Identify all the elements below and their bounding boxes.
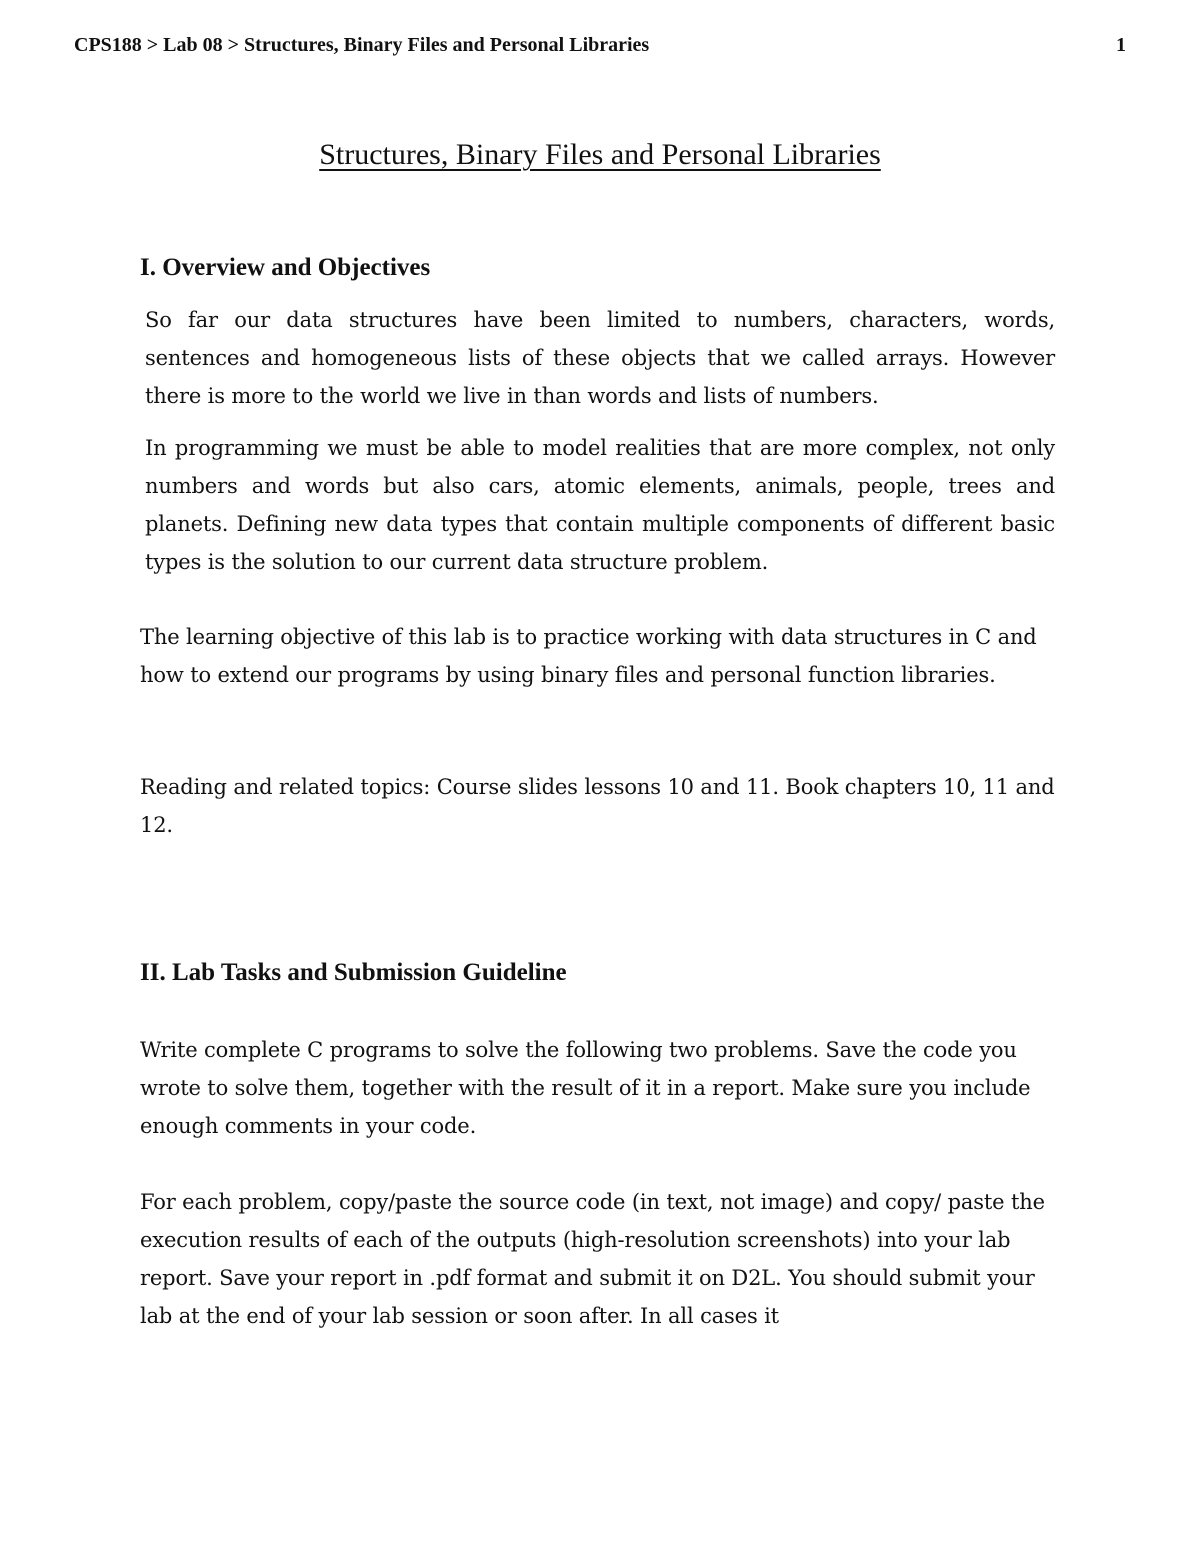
document-title: Structures, Binary Files and Personal Libraries [319,138,881,171]
section-heading-tasks: II. Lab Tasks and Submission Guideline [140,959,567,986]
paragraph-write-programs: Write complete C programs to solve the following two problems. Save the code you wrote to solve them, together with the result of it in a report. Make sure you include enough comments in your code. [140,1038,1031,1138]
paragraph-modeling: In programming we must be able to model realities that are more complex, not only numbers and words but also cars, atomic elements, animals, people, trees and planets. Defining new data types that contain multiple components of different basic types is the solution to our current data structure problem. [145,436,1055,574]
paragraph-submission: For each problem, copy/paste the source code (in text, not image) and copy/ paste the execution results of each of the outputs (high-resolution screenshots) into your lab report. Save your report in .pdf format and submit it on D2L. You should submit your lab at the end of your lab session or soon after. In all cases it [140,1190,1045,1328]
page-header [74,30,1126,60]
paragraph-objective: The learning objective of this lab is to practice working with data structures in C and how to extend our programs by using binary files and personal function libraries. [140,625,1037,687]
breadcrumb: CPS188 > Lab 08 > Structures, Binary Files and Personal Libraries [74,34,650,56]
paragraph-reading: Reading and related topics: Course slides lessons 10 and 11. Book chapters 10, 11 and 12. [140,775,1055,837]
page-number: 1 [1116,34,1126,56]
paragraph-intro: So far our data structures have been limited to numbers, characters, words, sentences and homogeneous lists of these objects that we called arrays. However there is more to the world we live in than words and lists of numbers. [145,308,1055,408]
section-heading-overview: I. Overview and Objectives [140,254,431,281]
